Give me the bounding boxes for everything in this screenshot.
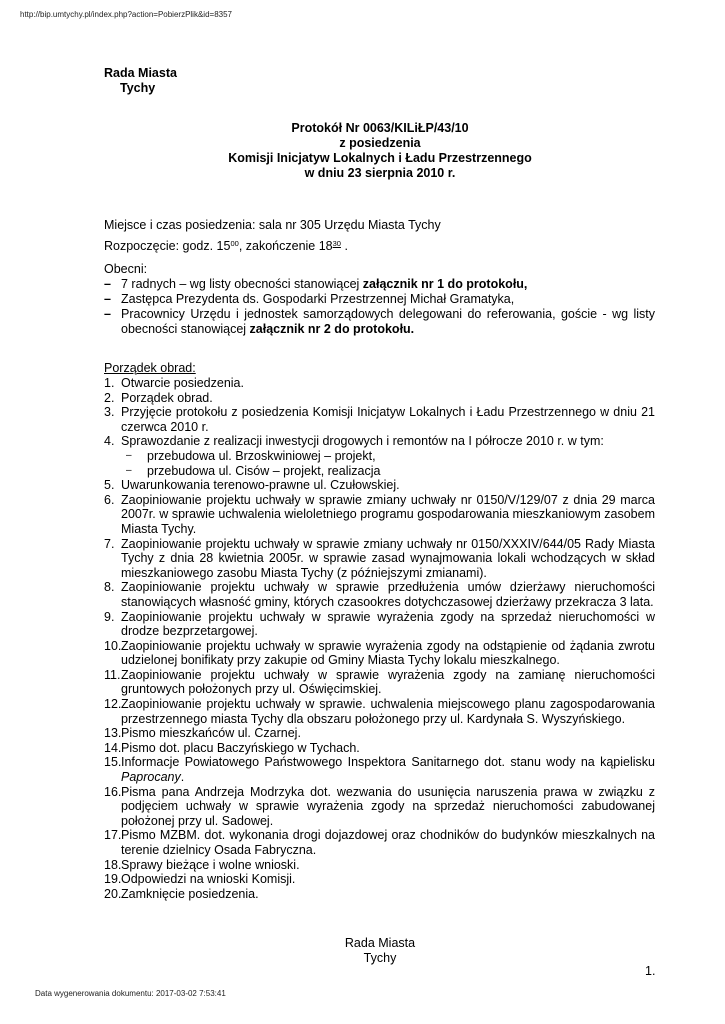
agenda-item-text: Zamknięcie posiedzenia. xyxy=(121,886,259,901)
agenda-item xyxy=(104,726,655,741)
attachment-reference: załącznik nr 2 do protokołu. xyxy=(249,322,415,336)
agenda-item-text: Zaopiniowanie projektu uchwały w sprawie wyrażenia zgody na sprzedaż nieruchomości w drodze bezprzetargowej. xyxy=(121,609,655,639)
list-dash: – xyxy=(104,277,111,291)
agenda-item xyxy=(104,858,655,873)
agenda-item-italic: Paprocany xyxy=(121,770,181,785)
agenda-item-text: Zaopiniowanie projektu uchwały w sprawie przedłużenia umów dzierżawy nieruchomości stanowiących własność gminy, których czasookres dotychczasowej dzierżawy przekracza 3 lata. xyxy=(121,580,655,609)
agenda-item xyxy=(104,872,655,887)
agenda-item-text: Zaopiniowanie projektu uchwały w sprawie. uchwalenia miejscowego planu zagospodarowania przestrzennego miasta Tychy dla obszaru położonego przy ul. Kardynała S. Wyszyńskiego. xyxy=(121,697,655,726)
agenda-item-suffix: . xyxy=(180,770,185,785)
agenda-item-text: Pismo dot. placu Baczyńskiego w Tychach. xyxy=(121,740,360,755)
agenda-item-text: Odpowiedzi na wnioski Komisji. xyxy=(121,872,296,887)
page-number: 1. xyxy=(645,964,656,978)
agenda-item xyxy=(104,697,655,726)
agenda-item-text: Sprawozdanie z realizacji inwestycji drogowych i remontów na I półrocze 2010 r. w tym: xyxy=(121,434,604,449)
organization-city: Tychy xyxy=(120,80,156,95)
agenda-item-number: 7. xyxy=(104,536,115,551)
agenda-item xyxy=(104,376,655,391)
agenda-item-number: 1. xyxy=(104,376,115,390)
agenda-item-text: Porządek obrad. xyxy=(121,390,213,405)
attendee-item xyxy=(104,277,655,292)
protocol-subtitle: z posiedzenia xyxy=(339,136,421,150)
agenda-item-number: 6. xyxy=(104,492,115,507)
agenda-item-text: Uwarunkowania terenowo-prawne ul. Czułowskiej. xyxy=(121,478,400,493)
attendees-label: Obecni: xyxy=(104,262,148,276)
agenda-item-text: Pismo MZBM. dot. wykonania drogi dojazdowej oraz chodników do budynków mieszkalnych na terenie dzielnicy Osada Fabryczna. xyxy=(121,828,655,857)
agenda-item-text: Pisma pana Andrzeja Modrzyka dot. wezwania do usunięcia naruszenia prawa w związku z podjęciem uchwały w sprawie wyrażenia zgody na sprzedaż nieruchomości zabudowanej położonej przy ul. Sadowej. xyxy=(121,784,655,828)
signature-city: Tychy xyxy=(363,951,397,965)
agenda-item-number: 15. xyxy=(104,755,122,770)
attendee-text: Pracownicy Urzędu i jednostek samorządowych delegowani do referowania, goście - wg listy obecności stanowiącej xyxy=(121,307,655,336)
organization-name: Rada Miasta xyxy=(104,66,177,80)
agenda-item-text: Zaopiniowanie projektu uchwały w sprawie zmiany uchwały nr 0150/V/129/07 z dnia 29 marca 2007r. w sprawie uchwalenia wieloletniego programu gospodarowania mieszkaniowym zasobem Miasta Tychy. xyxy=(121,492,655,536)
agenda-item-number: 13. xyxy=(104,726,122,741)
agenda-item-text: Pismo mieszkańców ul. Czarnej. xyxy=(121,726,301,741)
attendees-list xyxy=(104,277,655,337)
list-dash: – xyxy=(126,464,132,476)
attendee-text: 7 radnych – wg listy obecności stanowiącej xyxy=(121,277,363,291)
generation-date: Data wygenerowania dokumentu: 2017-03-02 7:53:41 xyxy=(35,989,226,998)
agenda-item xyxy=(104,668,655,697)
agenda-item-text: Informacje Powiatowego Państwowego Inspektora Sanitarnego dot. stanu wody na kąpielisku xyxy=(121,755,655,770)
agenda-item xyxy=(104,828,655,857)
end-suffix: . xyxy=(340,239,348,253)
signature-org: Rada Miasta xyxy=(344,936,416,950)
agenda-item-text: Zaopiniowanie projektu uchwały w sprawie wyrażenia zgody na zamianę nieruchomości gruntowych położonych przy ul. Oświęcimskiej. xyxy=(121,667,655,697)
agenda-item xyxy=(104,434,655,478)
list-dash: – xyxy=(104,292,111,306)
agenda-item xyxy=(104,887,655,902)
agenda-item-number: 4. xyxy=(104,434,115,449)
attendee-item xyxy=(104,292,655,307)
protocol-number: Protokół Nr 0063/KILiŁP/43/10 xyxy=(291,121,469,135)
agenda-subitem xyxy=(121,449,655,464)
agenda-item-text: Sprawy bieżące i wolne wnioski. xyxy=(121,857,300,872)
attendee-item xyxy=(104,307,655,337)
meeting-date: w dniu 23 sierpnia 2010 r. xyxy=(304,166,456,180)
agenda-item xyxy=(104,741,655,756)
agenda-subitem-text: przebudowa ul. Cisów – projekt, realizacja xyxy=(147,463,381,478)
agenda-item-number: 19. xyxy=(104,872,122,887)
signature-block xyxy=(0,936,725,966)
list-dash: – xyxy=(104,307,111,321)
attendee-text: Zastępca Prezydenta ds. Gospodarki Przestrzennej Michał Gramatyka, xyxy=(121,292,515,306)
start-minutes: 00 xyxy=(230,239,239,248)
agenda-item xyxy=(104,537,655,581)
agenda-item xyxy=(104,478,655,493)
agenda-item-text: Przyjęcie protokołu z posiedzenia Komisji Inicjatyw Lokalnych i Ładu Przestrzennego w dniu 21 czerwca 2010 r. xyxy=(121,405,655,434)
agenda-item-number: 14. xyxy=(104,740,122,755)
end-prefix: , zakończenie 18 xyxy=(238,239,333,253)
agenda-subitem xyxy=(121,464,655,479)
agenda-item-number: 20. xyxy=(104,886,122,901)
agenda-item-number: 11. xyxy=(104,667,121,682)
agenda-item-text: Zaopiniowanie projektu uchwały w sprawie wyrażenia zgody na odstąpienie od żądania zwrotu udzielonej bonifikaty przy zakupie od Gminy Miasta Tychy lokalu mieszkalnego. xyxy=(121,638,655,668)
protocol-title xyxy=(0,121,725,181)
agenda-item xyxy=(104,405,655,434)
agenda-list xyxy=(104,376,655,901)
agenda-item-number: 10. xyxy=(104,638,122,653)
attachment-reference: załącznik nr 1 do protokołu, xyxy=(362,277,528,291)
agenda-item xyxy=(104,580,655,609)
agenda-label: Porządek obrad: xyxy=(104,361,196,375)
agenda-item-number: 16. xyxy=(104,784,122,799)
agenda-item-number: 8. xyxy=(104,580,115,595)
agenda-item-number: 3. xyxy=(104,405,115,420)
agenda-item xyxy=(104,493,655,537)
meeting-place: Miejsce i czas posiedzenia: sala nr 305 Urzędu Miasta Tychy xyxy=(104,218,441,232)
agenda-item xyxy=(104,785,655,829)
agenda-item xyxy=(104,755,655,784)
agenda-item-number: 2. xyxy=(104,390,115,405)
organization-header xyxy=(104,66,177,95)
agenda-item-number: 5. xyxy=(104,478,115,493)
agenda-item-text: Zaopiniowanie projektu uchwały w sprawie zmiany uchwały nr 0150/XXXIV/644/05 Rady Miasta Tychy z dnia 28 kwietnia 2005r. w sprawie zasad wynajmowania lokali wchodzących w skład mieszkaniowego zasobu Miasta Tychy (z późniejszymi zmianami). xyxy=(121,536,655,580)
agenda-item xyxy=(104,639,655,668)
list-dash: – xyxy=(126,449,132,461)
agenda-item-text: Otwarcie posiedzenia. xyxy=(121,376,244,390)
agenda-subitem-text: przebudowa ul. Brzoskwiniowej – projekt, xyxy=(147,448,376,463)
agenda-item-number: 18. xyxy=(104,857,122,872)
end-minutes: 30 xyxy=(332,239,341,248)
meeting-time xyxy=(104,239,348,254)
committee-name: Komisji Inicjatyw Lokalnych i Ładu Przestrzennego xyxy=(228,151,532,165)
agenda-item-number: 17. xyxy=(104,828,122,843)
start-prefix: Rozpoczęcie: godz. 15 xyxy=(104,239,231,253)
agenda-item xyxy=(104,610,655,639)
agenda-item-number: 12. xyxy=(104,697,122,712)
agenda-item-number: 9. xyxy=(104,609,115,624)
source-url: http://bip.umtychy.pl/index.php?action=PobierzPlik&id=8357 xyxy=(20,10,232,19)
agenda-item xyxy=(104,391,655,406)
